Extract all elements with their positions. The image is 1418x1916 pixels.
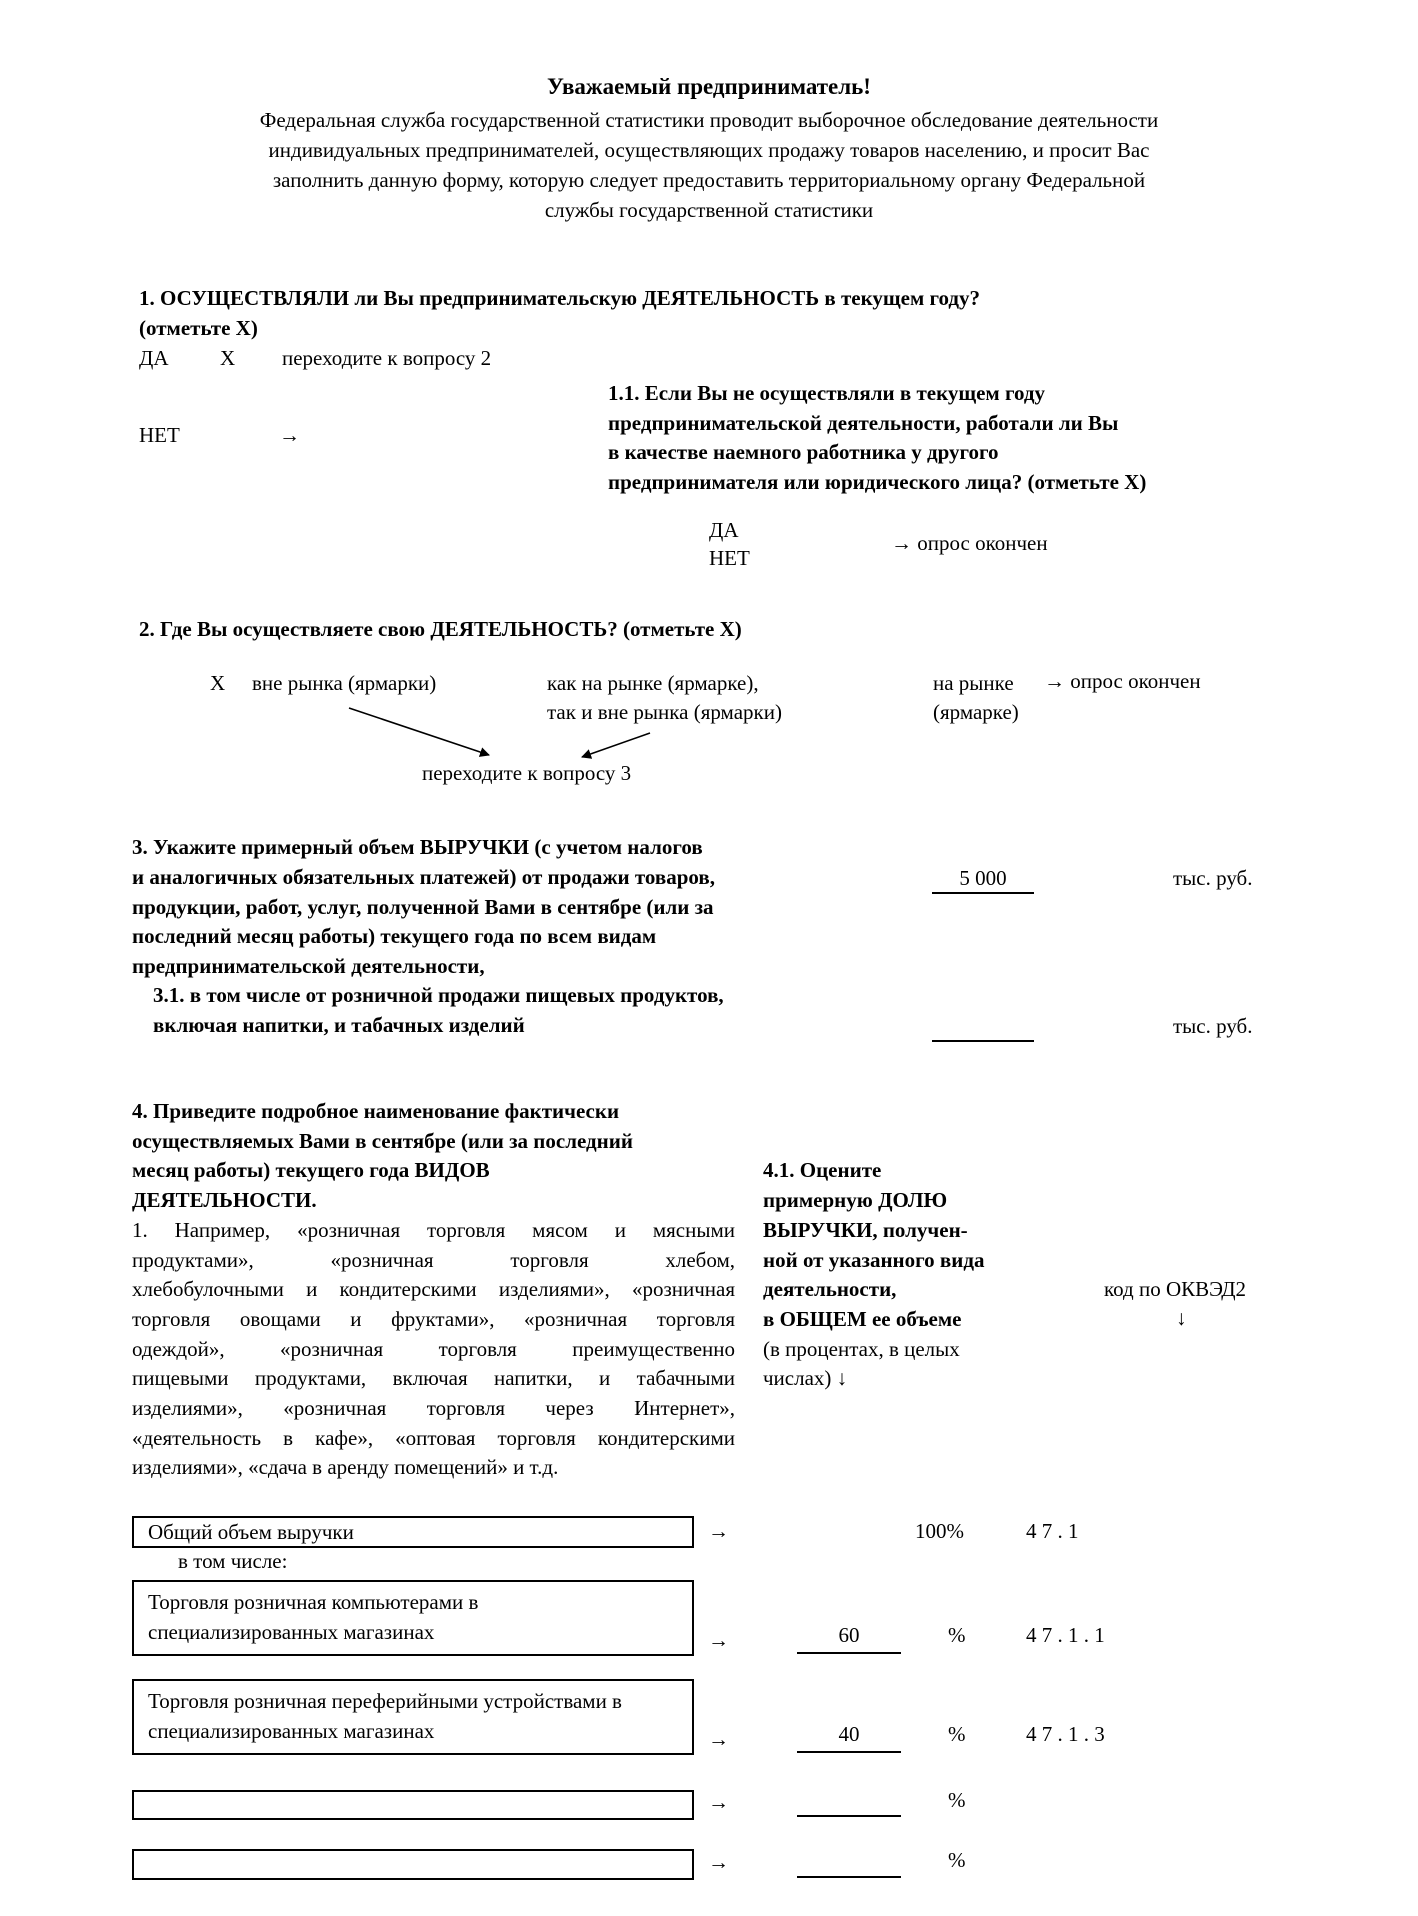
intro-line: Федеральная служба государственной статистики проводит выборочное обследование деятельности [259, 108, 1159, 132]
q3-revenue-value[interactable]: 5 000 [959, 866, 1007, 890]
right-arrow-icon: → [708, 1727, 729, 1751]
q4-1-question: примерную ДОЛЮ [763, 1188, 948, 1212]
q3-1-underline [932, 1040, 1034, 1042]
q4-question: 4. Приведите подробное наименование фактически [132, 1099, 620, 1123]
q2-opt1-label: вне рынка (ярмарки) [252, 671, 437, 695]
q3-question: и аналогичных обязательных платежей) от продажи товаров, [132, 865, 715, 889]
q4-1-question: в ОБЩЕМ ее объеме [763, 1307, 962, 1331]
q3-1-question: включая напитки, и табачных изделий [153, 1013, 525, 1037]
q4-question: осуществляемых Вами в сентябре (или за последний [132, 1129, 633, 1153]
q4-1-hint: (в процентах, в целых [763, 1337, 960, 1361]
q2-opt2-label: как на рынке (ярмарке), [547, 671, 759, 695]
q1-1-no-label: НЕТ [709, 546, 750, 570]
q2-opt1-mark[interactable]: Х [210, 671, 226, 695]
q3-1-unit: тыс. руб. [1173, 1014, 1253, 1038]
q4-example-line: торговля овощами и фруктами», «розничная торговля [132, 1307, 735, 1331]
q4-example-line: пищевыми продуктами, включая напитки, и табачными [132, 1366, 735, 1390]
q4-1-question: ной от указанного вида [763, 1248, 985, 1272]
share-value[interactable]: 60 [838, 1623, 860, 1647]
activity-name: Торговля розничная переферийными устройствами в [148, 1689, 622, 1713]
q4-example-line: 1. Например, «розничная торговля мясом и мясными [132, 1218, 735, 1242]
activity-box[interactable] [132, 1679, 694, 1755]
okved-header: код по ОКВЭД2 [1104, 1277, 1247, 1301]
q2-opt3-label: на рынке [933, 671, 1014, 695]
right-arrow-icon: → [708, 1519, 729, 1543]
q2-question: 2. Где Вы осуществляете свою ДЕЯТЕЛЬНОСТЬ? (отметьте Х) [139, 617, 742, 641]
q3-question: продукции, работ, услуг, полученной Вами в сентябре (или за [132, 895, 714, 919]
percent-sign: % [948, 1788, 966, 1812]
q1-no-arrow: → [279, 423, 300, 447]
q4-question: ДЕЯТЕЛЬНОСТИ. [132, 1188, 317, 1212]
q3-question: 3. Укажите примерный объем ВЫРУЧКИ (с учетом налогов [132, 835, 703, 859]
q2-goto: переходите к вопросу 3 [422, 761, 632, 785]
q1-1-question: 1.1. Если Вы не осуществляли в текущем году [608, 381, 1046, 405]
q4-example-line: изделиями», «сдача в аренду помещений» и т.д. [132, 1455, 559, 1479]
q4-1-question: 4.1. Оцените [763, 1158, 882, 1182]
activity-name: Торговля розничная компьютерами в [148, 1590, 479, 1614]
activity-box[interactable] [132, 1580, 694, 1656]
share-underline [797, 1876, 901, 1878]
q1-yes-mark[interactable]: Х [220, 346, 236, 370]
percent-sign: % [948, 1623, 966, 1647]
q4-example-line: продуктами», «розничная торговля хлебом, [132, 1248, 735, 1272]
percent-sign: % [948, 1848, 966, 1872]
including-label: в том числе: [178, 1549, 288, 1573]
okved-code: 4 7 . 1 . 3 [1026, 1722, 1105, 1746]
q1-no-label: НЕТ [139, 423, 180, 447]
intro-line: заполнить данную форму, которую следует предоставить территориальному органу Федеральной [272, 168, 1146, 192]
q3-unit: тыс. руб. [1173, 866, 1253, 890]
share-underline [797, 1652, 901, 1654]
q1-1-end-note: → опрос окончен [891, 531, 1048, 555]
q1-1-question: в качестве наемного работника у другого [608, 440, 999, 464]
q1-question: 1. ОСУЩЕСТВЛЯЛИ ли Вы предпринимательскую ДЕЯТЕЛЬНОСТЬ в текущем году? [139, 286, 981, 310]
q3-question: последний месяц работы) текущего года по всем видам [132, 924, 657, 948]
q1-question: (отметьте Х) [139, 316, 258, 340]
total-okved-code: 4 7 . 1 [1026, 1519, 1079, 1543]
q3-1-question: 3.1. в том числе от розничной продажи пищевых продуктов, [153, 983, 724, 1007]
q4-example-line: хлебобулочными и кондитерскими изделиями», «розничная [132, 1277, 735, 1301]
q2-opt2-label: так и вне рынка (ярмарки) [547, 700, 782, 724]
q4-example-line: изделиями», «розничная торговля через Интернет», [132, 1396, 735, 1420]
activity-name: специализированных магазинах [148, 1620, 435, 1644]
total-percent: 100% [915, 1519, 964, 1543]
down-arrow-icon: ↓ [836, 1366, 848, 1390]
right-arrow-icon: → [708, 1850, 729, 1874]
total-revenue-label: Общий объем выручки [148, 1520, 354, 1544]
q1-yes-goto: переходите к вопросу 2 [282, 346, 492, 370]
q1-1-question: предпринимателя или юридического лица? (отметьте Х) [608, 470, 1147, 494]
q4-example-line: «деятельность в кафе», «оптовая торговля кондитерскими [132, 1426, 735, 1450]
right-arrow-icon: → [708, 1628, 729, 1652]
okved-code: 4 7 . 1 . 1 [1026, 1623, 1105, 1647]
page-title: Уважаемый предприниматель! [547, 74, 871, 99]
activity-box[interactable] [132, 1790, 694, 1820]
share-value[interactable]: 40 [838, 1722, 860, 1746]
q4-1-question: деятельности, [763, 1277, 897, 1301]
q2-opt3-note: → опрос окончен [1044, 669, 1201, 693]
q4-question: месяц работы) текущего года ВИДОВ [132, 1158, 490, 1182]
q2-opt3-label: (ярмарке) [933, 700, 1019, 724]
q4-1-hint-last [763, 1363, 847, 1393]
share-underline [797, 1815, 901, 1817]
down-arrow-icon: ↓ [1176, 1306, 1187, 1330]
q1-1-question: предпринимательской деятельности, работали ли Вы [608, 411, 1119, 435]
intro-line: службы государственной статистики [544, 198, 874, 222]
q3-revenue-underline [932, 892, 1034, 894]
q1-yes-label: ДА [139, 346, 169, 370]
q4-1-hint: числах) [763, 1366, 832, 1390]
total-revenue-box [132, 1516, 694, 1548]
q3-question: предпринимательской деятельности, [132, 954, 485, 978]
intro-line: индивидуальных предпринимателей, осуществляющих продажу товаров населению, и просит Вас [268, 138, 1150, 162]
q1-1-yes-label: ДА [709, 518, 739, 542]
activity-name: специализированных магазинах [148, 1719, 435, 1743]
q4-example-line: одеждой», «розничная торговля преимущественно [132, 1337, 735, 1361]
q4-1-question: ВЫРУЧКИ, получен- [763, 1218, 968, 1242]
percent-sign: % [948, 1722, 966, 1746]
activity-box[interactable] [132, 1849, 694, 1880]
share-underline [797, 1751, 901, 1753]
right-arrow-icon: → [708, 1790, 729, 1814]
